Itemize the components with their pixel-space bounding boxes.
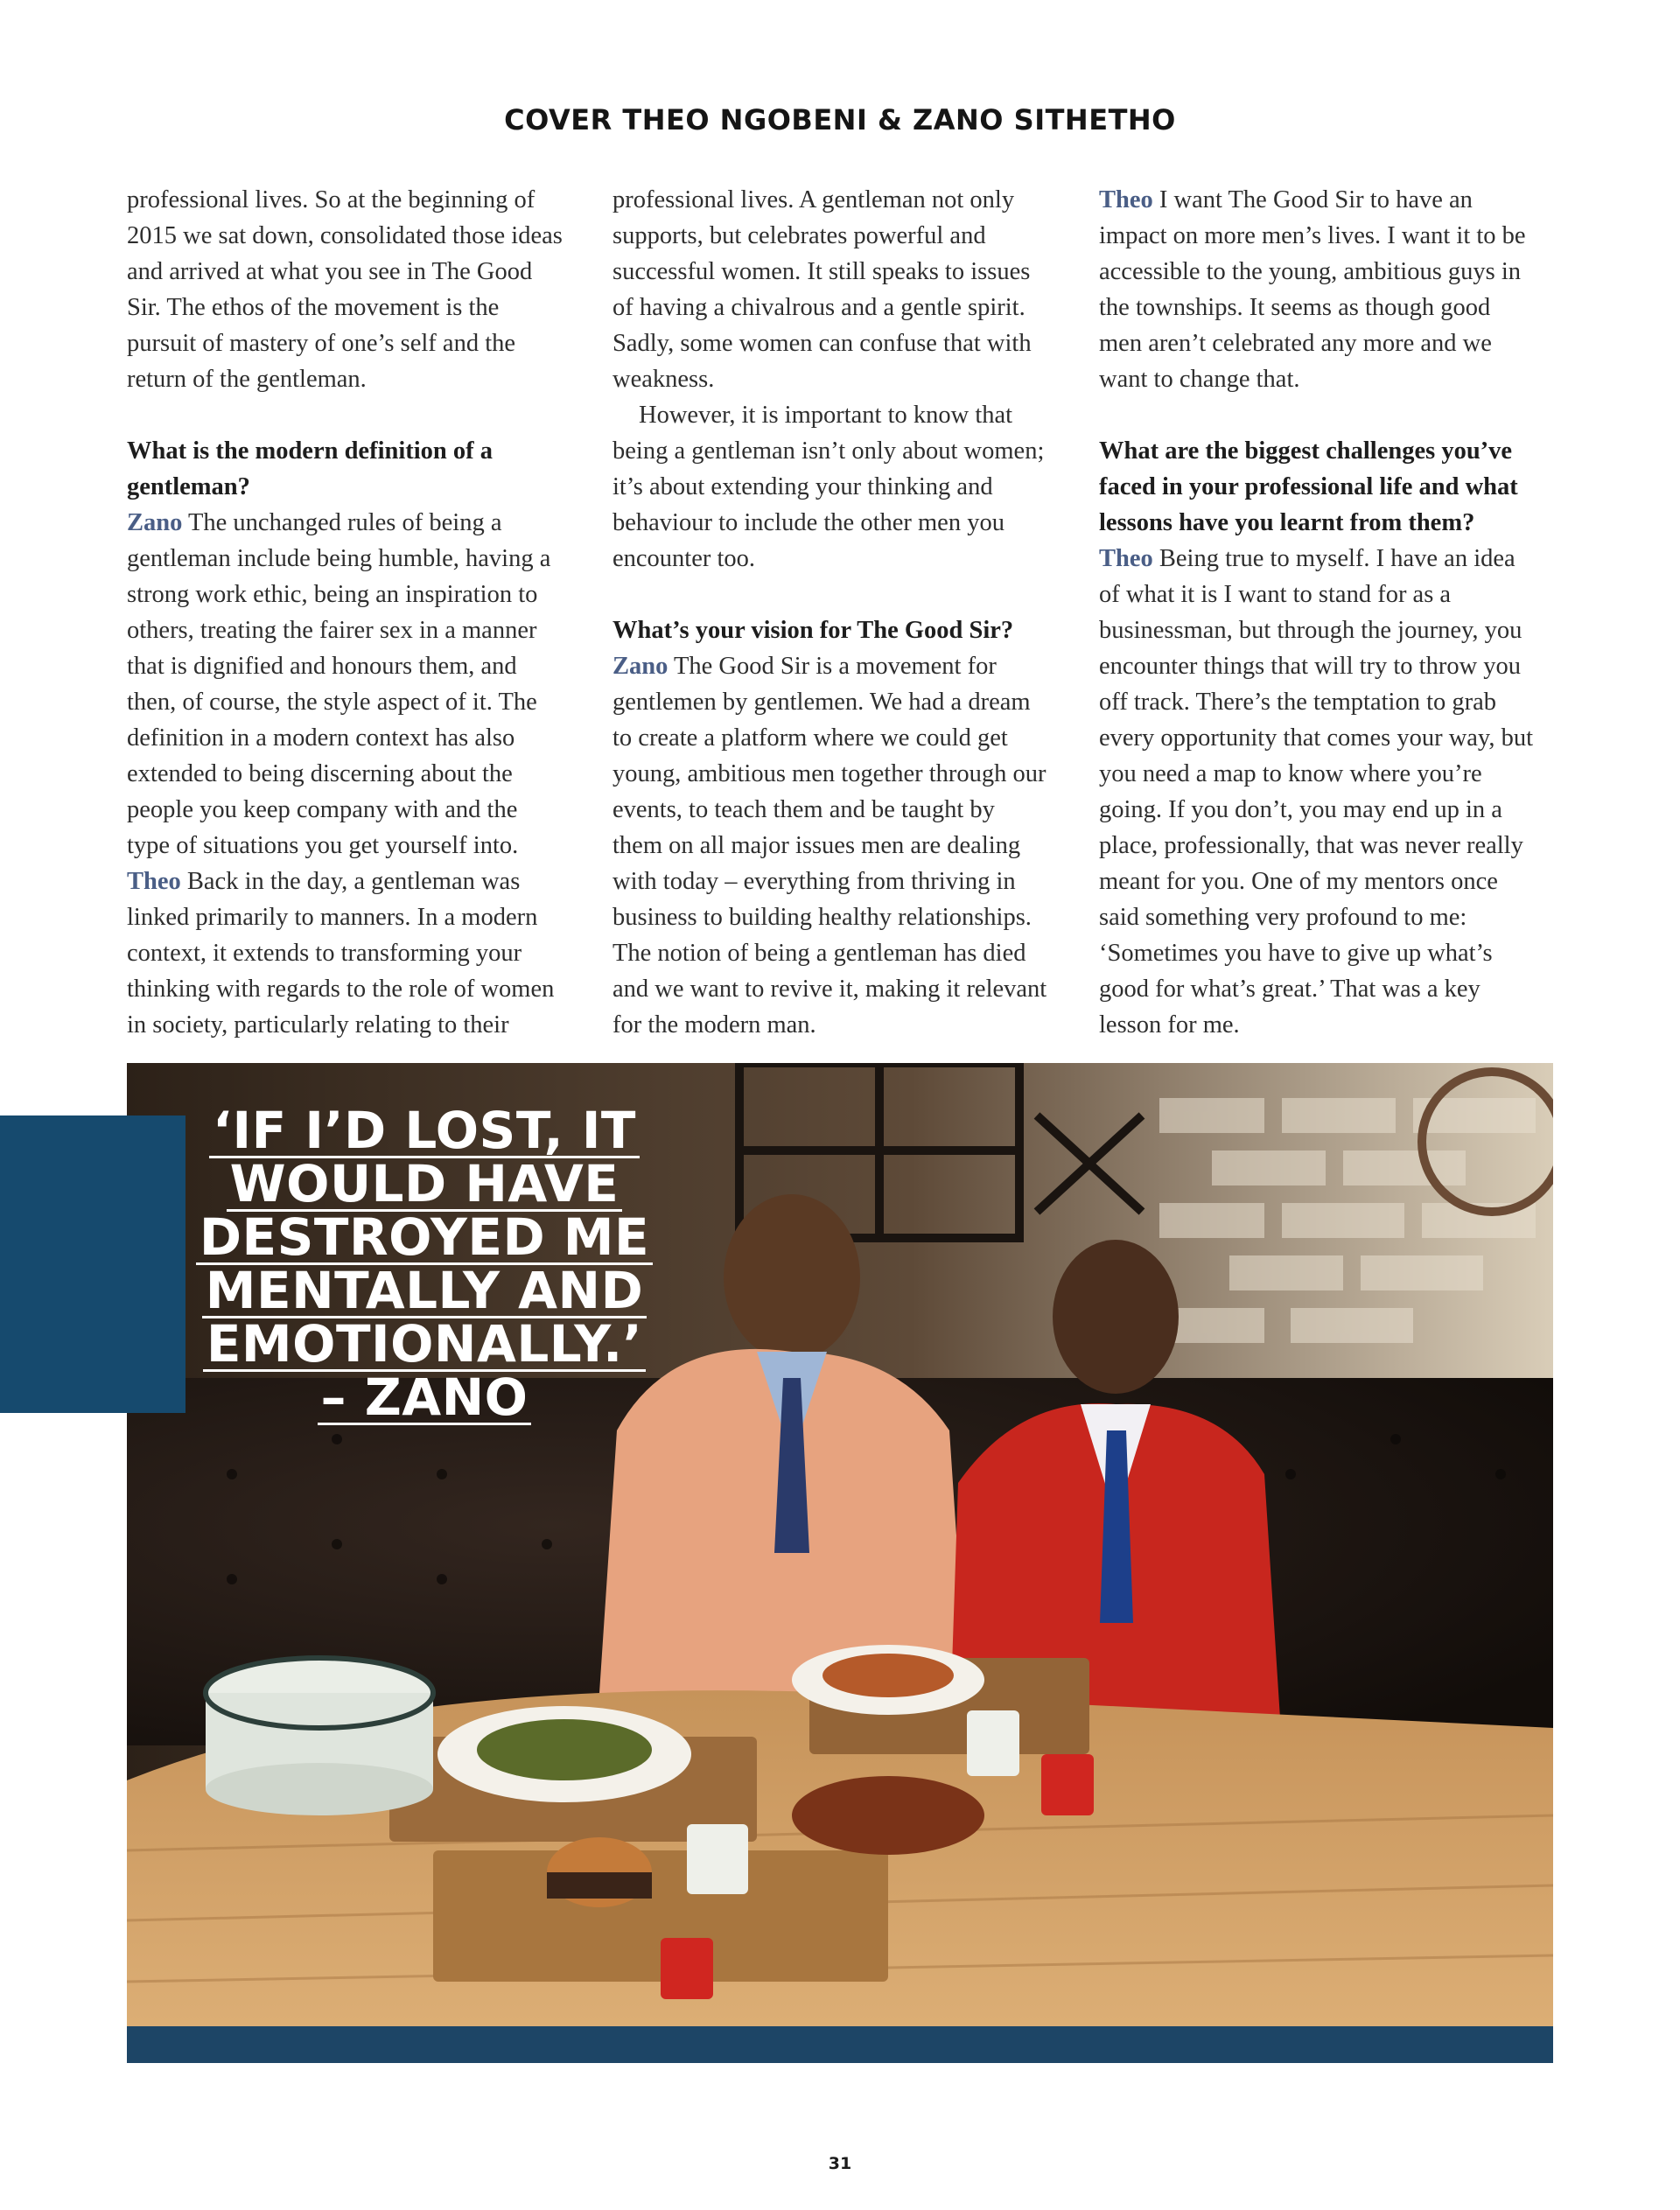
text-column-3 <box>1099 182 1536 1043</box>
answer-text: Being true to myself. I have an idea of what it is I want to stand for as a businessman, but through the journey, you encounter things that will try to throw you off track. There’s the temptation to grab every opportunity that comes your way, but you need a map to know where you’re going. If you don’t, you may end up in a place, professionally, that was never really meant for you. One of my mentors once said something very profound to me: ‘Sometimes you have to give up what’s good for what’s great.’ That was a key lesson for me. <box>1099 545 1533 1039</box>
paragraph: professional lives. So at the beginning of 2015 we sat down, consolidated those ideas and arrived at what you see in The Good Sir. The ethos of the movement is the pursuit of mastery of one’s self and the return of the gentleman. <box>127 186 563 393</box>
speaker-label: Zano <box>127 509 183 536</box>
photo-bottom-bar <box>127 2026 1553 2063</box>
paragraph: professional lives. A gentleman not only supports, but celebrates powerful and successful women. It still speaks to issues of having a chivalrous and a gentle spirit. Sadly, some women can confuse that with weakness. <box>612 186 1032 393</box>
interview-question: What is the modern definition of a gentleman? <box>127 437 494 500</box>
answer-text: I want The Good Sir to have an impact on more men’s lives. I want it to be accessible to the young, ambitious guys in the townships. It seems as though good men aren’t celebrated any more and we want to change that. <box>1099 186 1526 393</box>
answer-paragraph <box>127 505 564 864</box>
pull-quote-line: EMOTIONALLY.’ <box>203 1318 646 1372</box>
section-header: COVER THEO NGOBENI & ZANO SITHETHO <box>504 103 1176 136</box>
pull-quote-line: ‘IF I’D LOST, IT <box>209 1105 640 1158</box>
page-number: 31 <box>828 2154 852 2173</box>
speaker-label: Theo <box>127 868 181 895</box>
pull-quote-attribution: – ZANO <box>318 1372 532 1425</box>
pull-quote-line: MENTALLY AND <box>202 1265 647 1318</box>
speaker-label: Zano <box>612 653 668 680</box>
answer-text: The Good Sir is a movement for gentlemen by gentlemen. We had a dream to create a platform where we could get young, ambitious men together through our events, to teach them and be taught by them on all major issues men are dealing with today – everything from thriving in business to building healthy relationships. The notion of being a gentleman has died and we want to revive it, making it relevant for the modern man. <box>612 653 1047 1039</box>
text-column-2 <box>612 182 1050 1043</box>
paragraph: However, it is important to know that being a gentleman isn’t only about women; it’s about extending your thinking and behaviour to include the other men you encounter too. <box>612 402 1045 572</box>
answer-text: The unchanged rules of being a gentleman include being humble, having a strong work ethic, being an inspiration to others, treating the fairer sex in a manner that is dignified and honours them, and then, of course, the style aspect of it. The definition in a modern context has also extended to being discerning about the people you keep company with and the type of situations you get yourself into. <box>127 509 551 859</box>
speaker-label: Theo <box>1099 545 1153 572</box>
interview-question: What’s your vision for The Good Sir? <box>612 617 1014 644</box>
text-column-1 <box>127 182 564 1043</box>
answer-paragraph <box>127 864 564 1043</box>
speaker-label: Theo <box>1099 186 1153 213</box>
pull-quote-accent-block <box>0 1115 186 1413</box>
answer-paragraph <box>1099 541 1536 1043</box>
answer-paragraph <box>612 648 1050 1043</box>
interview-question: What are the biggest challenges you’ve faced in your professional life and what lessons have you learnt from them? <box>1099 437 1518 536</box>
answer-text: Back in the day, a gentleman was linked primarily to manners. In a modern context, it extends to transforming your thinking with regards to the role of women in society, particularly relating to their <box>127 868 555 1039</box>
pull-quote-line: DESTROYED ME <box>196 1212 653 1265</box>
pull-quote <box>188 1101 661 1427</box>
pull-quote-line: WOULD HAVE <box>227 1158 623 1212</box>
answer-paragraph <box>1099 182 1536 397</box>
